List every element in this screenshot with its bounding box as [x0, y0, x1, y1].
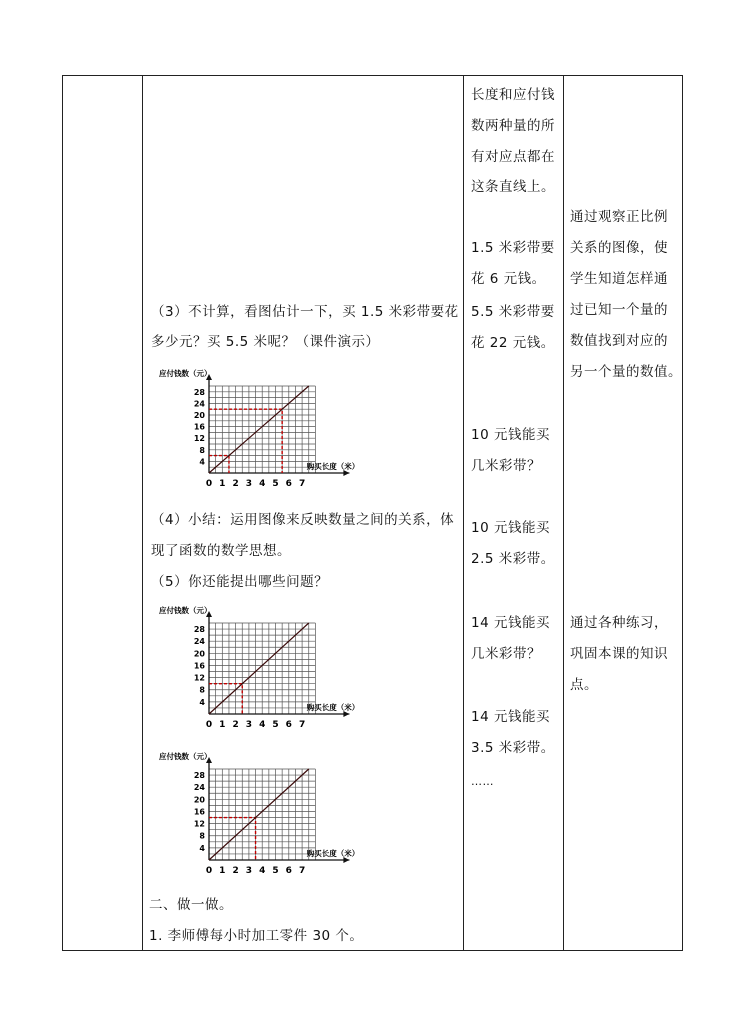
y-tick-label: 4	[199, 843, 205, 853]
exercise-1: 1. 李师傅每小时加工零件 30 个。	[149, 928, 364, 944]
y-tick-label: 12	[193, 819, 205, 829]
teaching-content-column	[143, 76, 464, 951]
chart-2	[157, 603, 399, 733]
student-line: 5.5 米彩带要	[471, 304, 555, 320]
x-tick-label: 0	[205, 479, 213, 489]
student-line: 10 元钱能买	[471, 427, 550, 443]
design-intent-column	[564, 76, 683, 951]
y-axis-title: 应付钱数（元）	[159, 752, 212, 761]
y-tick-label: 12	[193, 434, 205, 444]
chart-1	[157, 366, 399, 492]
intent-line: 数值找到对应的	[570, 333, 668, 349]
y-tick-label: 24	[193, 399, 205, 409]
student-line: 长度和应付钱	[471, 87, 555, 103]
x-tick-label: 1	[219, 720, 226, 730]
x-axis-title: 购买长度（米）	[306, 849, 360, 858]
student-ellipsis: ……	[471, 775, 494, 788]
x-tick-label: 1	[219, 866, 226, 876]
student-line: 3.5 米彩带。	[471, 740, 555, 756]
x-tick-label: 2	[232, 720, 239, 730]
student-activity-column	[464, 76, 564, 951]
y-tick-label: 20	[193, 795, 205, 805]
student-line: 这条直线上。	[471, 179, 555, 195]
y-tick-label: 24	[193, 637, 205, 647]
intent-line: 过已知一个量的	[570, 302, 668, 318]
question-3-line-1: （3）不计算，看图估计一下，买 1.5 米彩带要花	[151, 304, 459, 320]
y-tick-label: 16	[193, 661, 205, 671]
student-line: 花 22 元钱。	[471, 335, 555, 351]
x-tick-label: 7	[298, 479, 306, 489]
y-tick-label: 20	[193, 411, 205, 420]
x-tick-label: 2	[232, 479, 239, 489]
y-tick-label: 16	[193, 422, 205, 432]
intent-line: 巩固本课的知识	[570, 646, 668, 662]
x-tick-label: 3	[245, 866, 253, 876]
x-axis-title: 购买长度（米）	[306, 703, 360, 712]
y-tick-label: 24	[193, 783, 205, 793]
x-tick-label: 5	[272, 479, 279, 489]
x-tick-label: 6	[285, 479, 292, 489]
x-tick-label: 2	[232, 866, 239, 876]
intent-line: 通过各种练习，	[570, 615, 668, 631]
y-tick-label: 16	[193, 807, 205, 817]
x-tick-label: 0	[205, 866, 213, 876]
student-line: 几米彩带？	[471, 458, 541, 474]
student-line: 几米彩带？	[471, 646, 541, 662]
series-line	[209, 386, 309, 473]
y-tick-label: 4	[199, 697, 205, 707]
x-tick-label: 7	[298, 720, 306, 730]
y-tick-label: 28	[193, 387, 205, 397]
y-tick-label: 28	[193, 771, 205, 781]
y-tick-label: 4	[199, 457, 205, 467]
x-tick-label: 6	[285, 866, 292, 876]
section-2-heading: 二、做一做。	[149, 897, 233, 913]
y-axis-title: 应付钱数（元）	[159, 606, 212, 615]
student-line: 10 元钱能买	[471, 520, 550, 536]
chart-3	[157, 749, 399, 879]
x-tick-label: 4	[259, 479, 266, 489]
student-line: 有对应点都在	[471, 149, 555, 165]
y-tick-label: 12	[193, 673, 205, 683]
x-axis-title: 购买长度（米）	[306, 462, 360, 471]
y-tick-label: 20	[193, 649, 205, 659]
x-tick-label: 3	[245, 479, 253, 489]
intent-line: 关系的图像，使	[570, 240, 668, 256]
student-line: 14 元钱能买	[471, 615, 550, 631]
x-tick-label: 4	[259, 866, 266, 876]
lesson-plan-table	[62, 75, 683, 951]
x-tick-label: 1	[219, 479, 226, 489]
intent-line: 点。	[570, 677, 598, 693]
student-line: 1.5 米彩带要	[471, 240, 555, 256]
x-tick-label: 7	[298, 866, 306, 876]
summary-line-1: （4）小结：运用图像来反映数量之间的关系，体	[151, 512, 455, 528]
intent-line: 通过观察正比例	[570, 209, 668, 225]
x-tick-label: 0	[205, 720, 213, 730]
series-line	[209, 623, 309, 714]
x-tick-label: 3	[245, 720, 253, 730]
student-line: 14 元钱能买	[471, 709, 550, 725]
student-line: 数两种量的所	[471, 118, 555, 134]
y-tick-label: 8	[199, 831, 205, 841]
series-line	[209, 769, 309, 860]
x-tick-label: 4	[259, 720, 266, 730]
x-tick-label: 5	[272, 866, 279, 876]
x-tick-label: 5	[272, 720, 279, 730]
question-3-line-2: 多少元？买 5.5 米呢？（课件演示）	[151, 334, 380, 350]
summary-line-2: 现了函数的数学思想。	[151, 543, 291, 559]
student-line: 2.5 米彩带。	[471, 551, 555, 567]
y-tick-label: 8	[199, 685, 205, 695]
intent-line: 学生知道怎样通	[570, 271, 668, 287]
stage-column	[63, 76, 143, 951]
y-tick-label: 8	[199, 445, 205, 455]
x-tick-label: 6	[285, 720, 292, 730]
student-line: 花 6 元钱。	[471, 271, 546, 287]
question-5: （5）你还能提出哪些问题？	[151, 574, 329, 590]
y-tick-label: 28	[193, 625, 205, 635]
y-axis-title: 应付钱数（元）	[159, 369, 212, 378]
intent-line: 另一个量的数值。	[570, 364, 682, 380]
